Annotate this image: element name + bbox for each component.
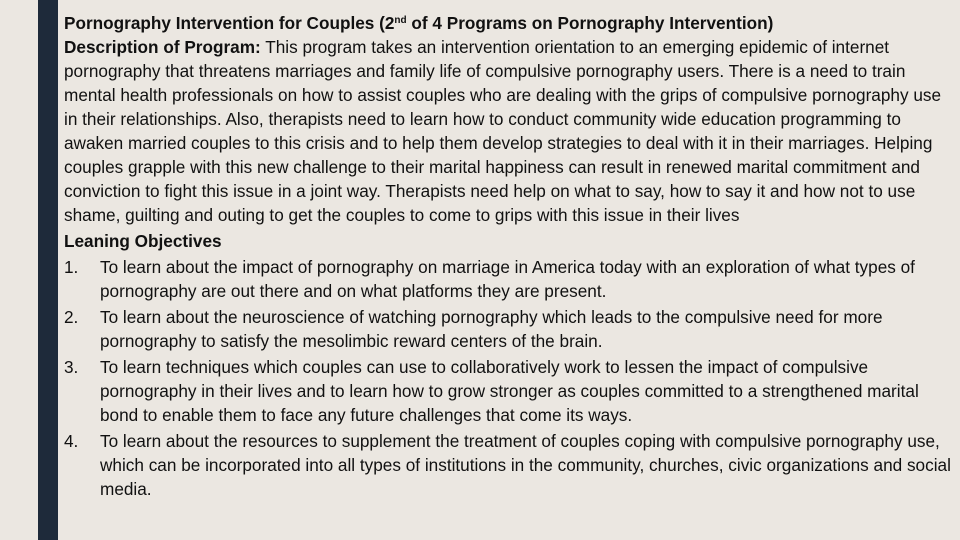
objective-number: 1. bbox=[64, 257, 79, 277]
objective-item bbox=[64, 255, 956, 303]
title-rest: of 4 Programs on Pornography Intervention) bbox=[406, 13, 774, 33]
objectives-heading: Leaning Objectives bbox=[64, 231, 222, 251]
description-label: Description of Program: bbox=[64, 37, 261, 57]
objective-number: 3. bbox=[64, 357, 79, 377]
accent-bar bbox=[38, 0, 58, 540]
objective-number: 2. bbox=[64, 307, 79, 327]
objective-number: 4. bbox=[64, 431, 79, 451]
objective-item bbox=[64, 305, 956, 353]
objective-text: To learn techniques which couples can use to collaboratively work to lessen the impact of compulsive pornography in their lives and to learn how to grow stronger as couples committed to a strengthened marital bond to enable them to face any future challenges that come its ways. bbox=[100, 357, 919, 425]
title-superscript: nd bbox=[394, 15, 407, 26]
objective-item bbox=[64, 429, 956, 501]
program-description bbox=[64, 35, 956, 227]
objective-text: To learn about the resources to supplement the treatment of couples coping with compulsive pornography use, which can be incorporated into all types of institutions in the community, churches, civic organizations and social media. bbox=[100, 431, 951, 499]
description-text: This program takes an intervention orientation to an emerging epidemic of internet pornography that threatens marriages and family life of compulsive pornography users. There is a need to train mental health professionals on how to assist couples who are dealing with the grips of compulsive pornography use in their relationships. Also, therapists need to learn how to conduct community wide education programming to awaken married couples to this crisis and to help them develop strategies to deal with it in their marriages. Helping couples grapple with this new challenge to their marital happiness can result in renewed marital commitment and conviction to fight this issue in a joint way. Therapists need help on what to say, how to say it and how not to use shame, guilting and outing to get the couples to come to grips with this issue in their lives bbox=[64, 37, 942, 225]
objective-item bbox=[64, 355, 956, 427]
objective-text: To learn about the impact of pornography on marriage in America today with an exploration of what types of pornography are out there and on what platforms they are present. bbox=[100, 257, 915, 301]
objectives-list bbox=[64, 255, 956, 501]
slide-title bbox=[64, 11, 956, 35]
slide-content bbox=[64, 11, 956, 503]
title-main: Pornography Intervention for Couples (2 bbox=[64, 13, 395, 33]
objective-text: To learn about the neuroscience of watching pornography which leads to the compulsive need for more pornography to satisfy the mesolimbic reward centers of the brain. bbox=[100, 307, 883, 351]
